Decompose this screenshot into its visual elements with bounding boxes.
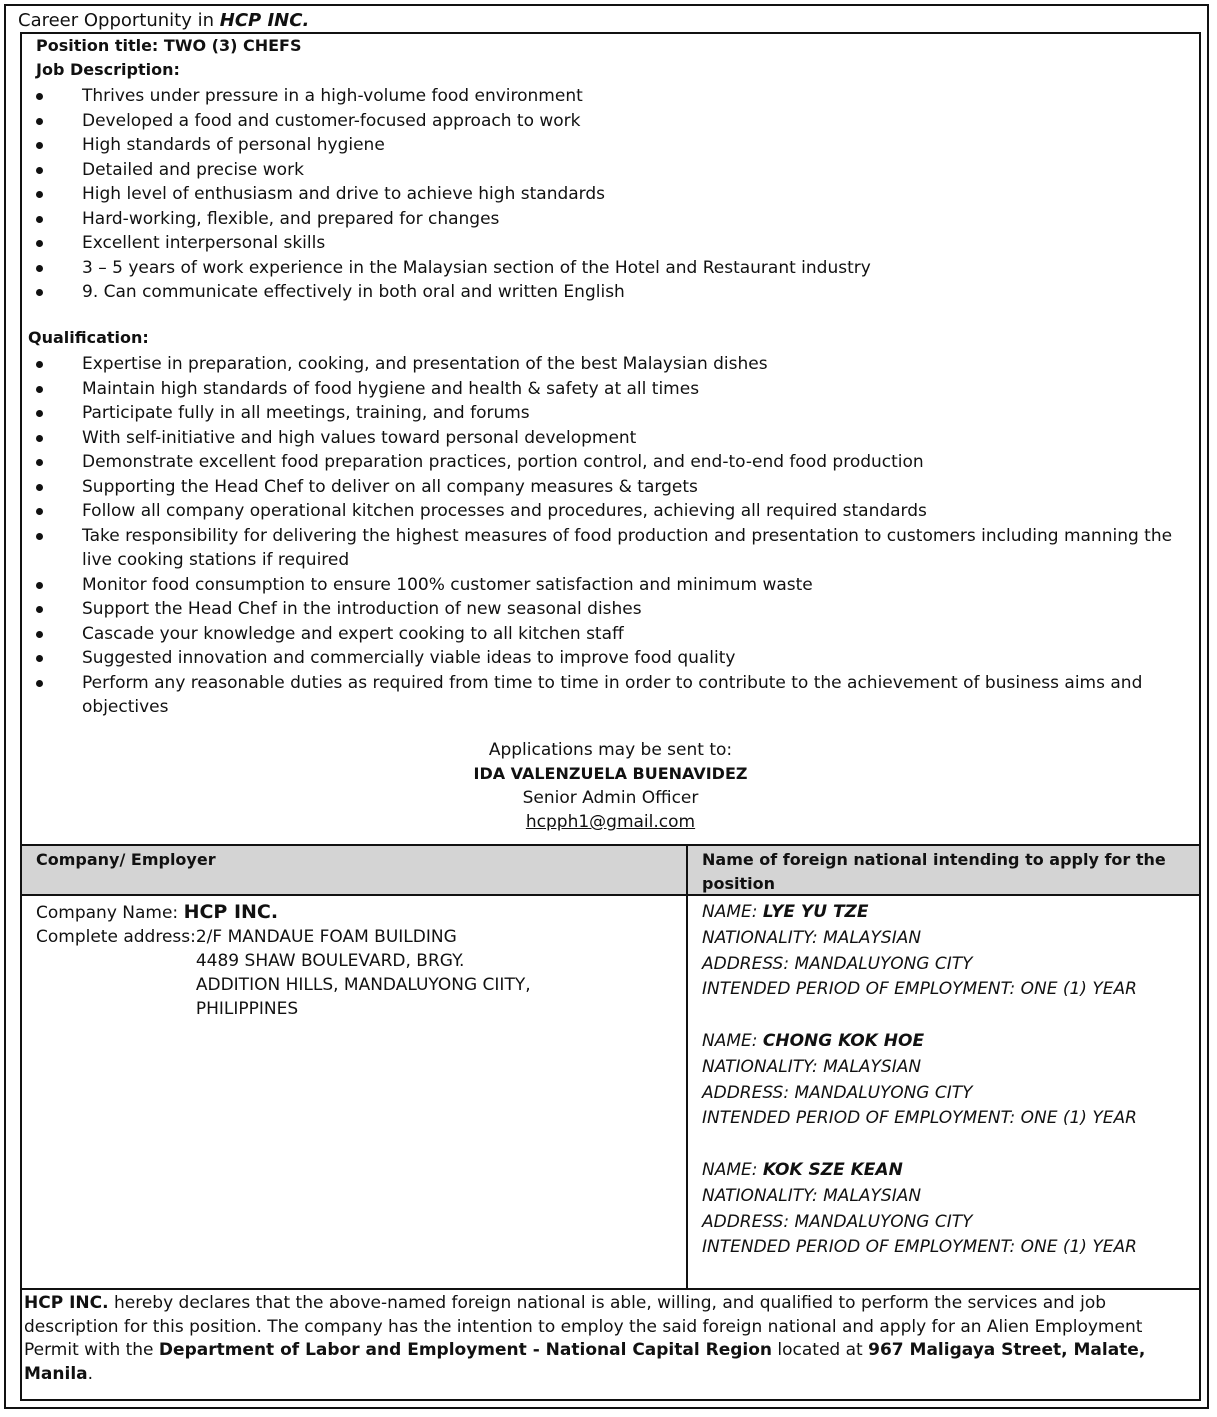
list-item: Perform any reasonable duties as required from time to time in order to contribute to the achievement of business aims and objectives xyxy=(22,671,1182,720)
list-item: Participate fully in all meetings, training, and forums xyxy=(22,401,1182,426)
national-period: INTENDED PERIOD OF EMPLOYMENT: ONE (1) YEAR xyxy=(702,1237,1137,1258)
declaration-text: located at xyxy=(772,1340,869,1360)
table-header-employer: Company/ Employer xyxy=(22,846,686,896)
bullet-icon xyxy=(36,435,43,442)
address-line: 2/F MANDAUE FOAM BUILDING xyxy=(195,927,457,947)
address-line: ADDITION HILLS, MANDALUYONG CIITY, xyxy=(195,975,531,995)
bullet-icon xyxy=(36,655,43,662)
employer-cell xyxy=(36,900,676,1021)
list-item: 9. Can communicate effectively in both oral and written English xyxy=(22,280,1182,305)
address-row xyxy=(36,925,676,1021)
address-label: Complete address: xyxy=(36,927,196,947)
national-nationality: NATIONALITY: MALAYSIAN xyxy=(702,927,922,948)
page-header xyxy=(18,8,309,34)
bullet-icon xyxy=(36,680,43,687)
address-line: 4489 SHAW BOULEVARD, BRGY. xyxy=(195,951,465,971)
list-item: High level of enthusiasm and drive to achieve high standards xyxy=(22,182,1182,207)
national-address: ADDRESS: MANDALUYONG CITY xyxy=(702,1082,973,1103)
bullet-icon xyxy=(36,606,43,613)
national-nationality: NATIONALITY: MALAYSIAN xyxy=(702,1185,922,1206)
job-description-heading: Job Description: xyxy=(36,60,180,79)
company-name-row xyxy=(36,900,676,925)
national-name-row: NAME: KOK SZE KEAN xyxy=(702,1159,903,1180)
qualification-heading: Qualification: xyxy=(28,328,149,347)
job-section xyxy=(22,34,1199,844)
bullet-icon xyxy=(36,240,43,247)
address-line: PHILIPPINES xyxy=(195,999,299,1019)
national-name: CHONG KOK HOE xyxy=(762,1030,925,1051)
company-name: HCP INC. xyxy=(183,901,279,923)
list-item: Excellent interpersonal skills xyxy=(22,231,1182,256)
foreign-national-entry xyxy=(702,1029,1192,1132)
declaration-department: Department of Labor and Employment - National Capital Region xyxy=(158,1340,773,1360)
contact-email-link[interactable]: hcpph1@gmail.com xyxy=(525,812,696,832)
bullet-icon xyxy=(36,118,43,125)
bullet-icon xyxy=(36,142,43,149)
declaration xyxy=(22,1288,1199,1399)
list-item: Take responsibility for delivering the highest measures of food production and presentation to customers including manning the live cooking stations if required xyxy=(22,524,1182,573)
list-item: 3 – 5 years of work experience in the Malaysian section of the Hotel and Restaurant industry xyxy=(22,256,1182,281)
list-item: Thrives under pressure in a high-volume food environment xyxy=(22,84,1182,109)
employer-table xyxy=(22,844,1199,1288)
declaration-text: hereby declares that the above-named foreign national is able, willing, and qualified to perform the services and job description for this position. The company has the intention to employ the said foreign national and apply for an Alien Employment Permit with the xyxy=(24,1293,1143,1360)
contact-name: IDA VALENZUELA BUENAVIDEZ xyxy=(473,764,748,783)
list-item: Support the Head Chef in the introduction of new seasonal dishes xyxy=(22,597,1182,622)
bullet-icon xyxy=(36,459,43,466)
list-item: Monitor food consumption to ensure 100% customer satisfaction and minimum waste xyxy=(22,573,1182,598)
bullet-icon xyxy=(36,289,43,296)
contact-role: Senior Admin Officer xyxy=(522,788,699,808)
position-title: Position title: TWO (3) CHEFS xyxy=(36,36,302,55)
national-name-row: NAME: CHONG KOK HOE xyxy=(702,1030,925,1051)
declaration-address: 967 Maligaya Street, Malate, Manila xyxy=(24,1340,1146,1384)
application-contact xyxy=(22,738,1199,834)
job-description-list xyxy=(22,84,1182,305)
company-name-label: Company Name: xyxy=(36,903,184,923)
national-name-row: NAME: LYE YU TZE xyxy=(702,902,869,922)
bullet-icon xyxy=(36,265,43,272)
national-address: ADDRESS: MANDALUYONG CITY xyxy=(702,1211,973,1232)
bullet-icon xyxy=(36,216,43,223)
bullet-icon xyxy=(36,167,43,174)
bullet-icon xyxy=(36,191,43,198)
national-period: INTENDED PERIOD OF EMPLOYMENT: ONE (1) YEAR xyxy=(702,1108,1137,1129)
bullet-icon xyxy=(36,631,43,638)
ad-box xyxy=(20,32,1201,1401)
list-item: Demonstrate excellent food preparation practices, portion control, and end-to-end food production xyxy=(22,450,1182,475)
application-intro: Applications may be sent to: xyxy=(488,740,733,760)
foreign-nationals-cell xyxy=(702,900,1192,1287)
qualification-list xyxy=(22,352,1182,720)
list-item: High standards of personal hygiene xyxy=(22,133,1182,158)
header-company: HCP INC. xyxy=(219,10,310,31)
list-item: Supporting the Head Chef to deliver on all company measures & targets xyxy=(22,475,1182,500)
national-period: INTENDED PERIOD OF EMPLOYMENT: ONE (1) YEAR xyxy=(702,979,1137,1000)
column-divider xyxy=(686,846,688,1288)
list-item: Maintain high standards of food hygiene and health & safety at all times xyxy=(22,377,1182,402)
foreign-national-entry xyxy=(702,900,1192,1003)
national-address: ADDRESS: MANDALUYONG CITY xyxy=(702,953,973,974)
bullet-icon xyxy=(36,386,43,393)
national-nationality: NATIONALITY: MALAYSIAN xyxy=(702,1056,922,1077)
list-item: Detailed and precise work xyxy=(22,158,1182,183)
bullet-icon xyxy=(36,93,43,100)
list-item: Suggested innovation and commercially viable ideas to improve food quality xyxy=(22,646,1182,671)
declaration-company: HCP INC. xyxy=(24,1293,109,1313)
list-item: Follow all company operational kitchen processes and procedures, achieving all required standards xyxy=(22,499,1182,524)
list-item: Expertise in preparation, cooking, and presentation of the best Malaysian dishes xyxy=(22,352,1182,377)
bullet-icon xyxy=(36,484,43,491)
list-item: Cascade your knowledge and expert cooking to all kitchen staff xyxy=(22,622,1182,647)
list-item: Developed a food and customer-focused approach to work xyxy=(22,109,1182,134)
bullet-icon xyxy=(36,508,43,515)
foreign-national-entry xyxy=(702,1158,1192,1261)
national-name: LYE YU TZE xyxy=(762,902,869,922)
bullet-icon xyxy=(36,533,43,540)
document-page xyxy=(4,4,1209,1409)
list-item: With self-initiative and high values toward personal development xyxy=(22,426,1182,451)
address-lines xyxy=(196,925,531,1021)
bullet-icon xyxy=(36,361,43,368)
table-header-foreign-national: Name of foreign national intending to apply for the position xyxy=(688,846,1199,896)
header-prefix: Career Opportunity in xyxy=(18,10,220,31)
bullet-icon xyxy=(36,582,43,589)
list-item: Hard-working, flexible, and prepared for changes xyxy=(22,207,1182,232)
bullet-icon xyxy=(36,410,43,417)
national-name: KOK SZE KEAN xyxy=(762,1159,903,1180)
declaration-end: . xyxy=(87,1363,94,1384)
